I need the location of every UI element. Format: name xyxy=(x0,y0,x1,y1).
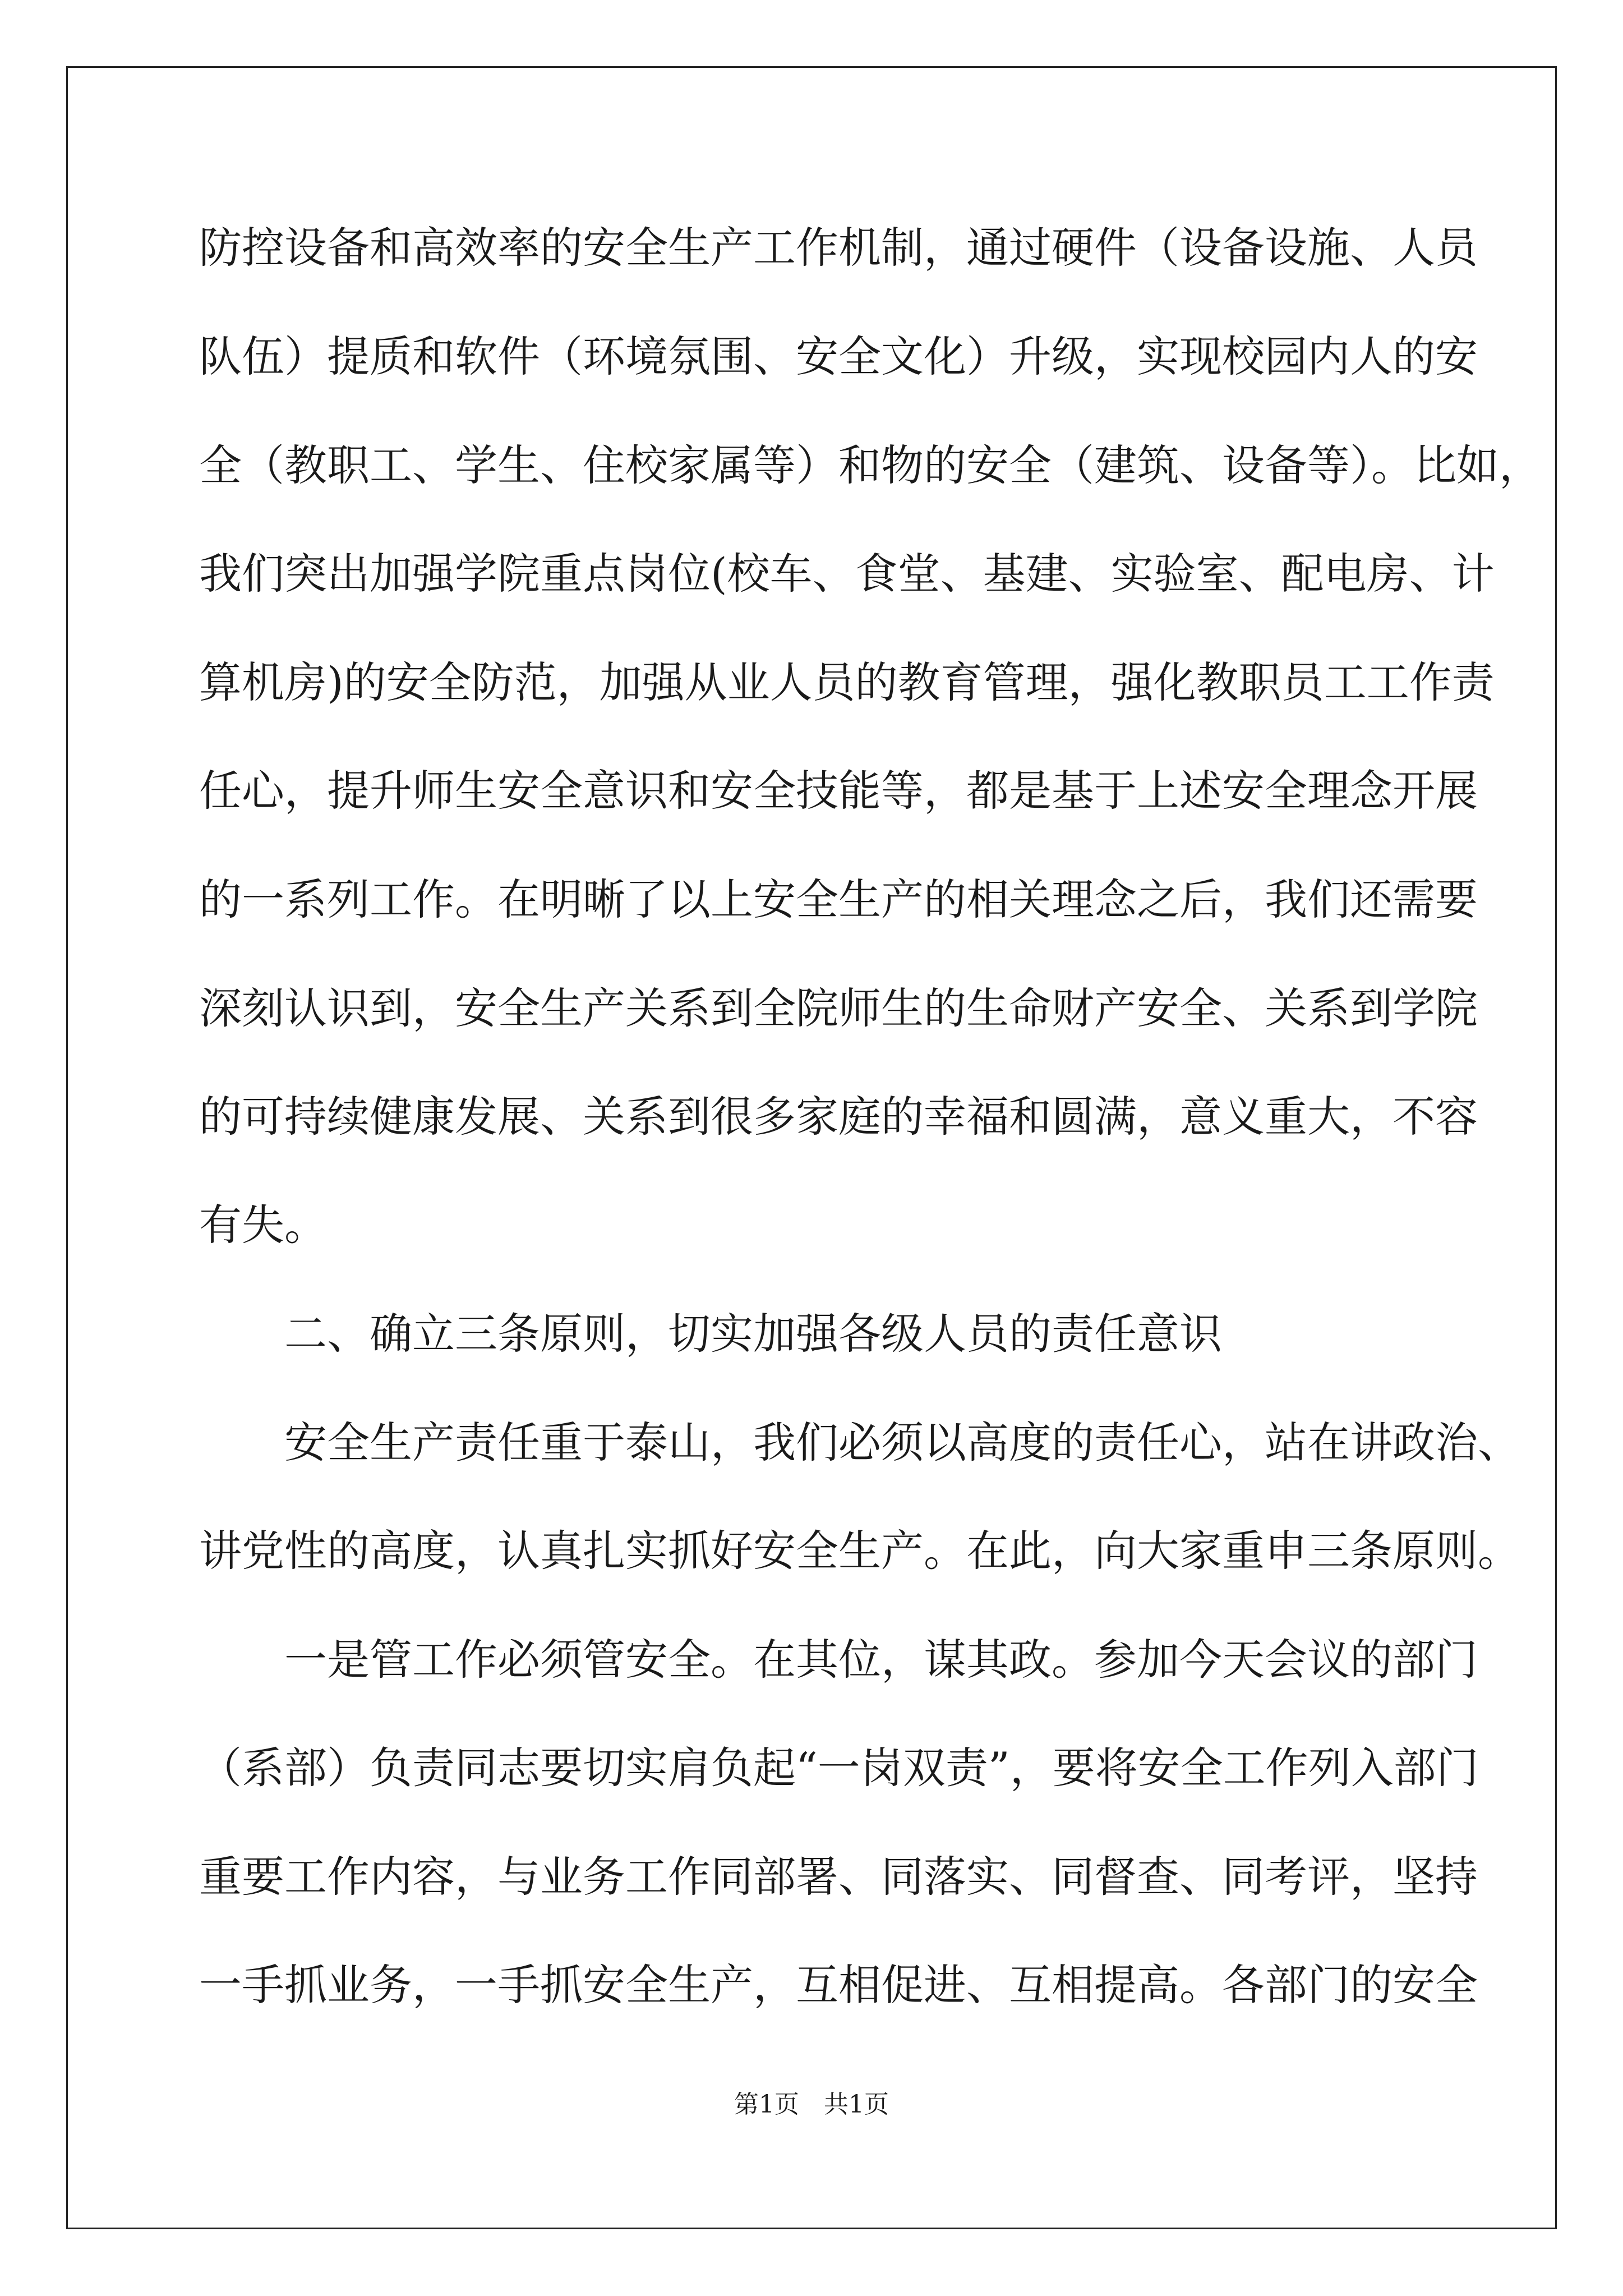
paragraph-line: 我们突出加强学院重点岗位(校车、食堂、基建、实验室、配电房、计 xyxy=(199,549,1495,599)
paragraph-line: 全（教职工、学生、住校家属等）和物的安全（建筑、设备等）。比如， xyxy=(199,440,1542,490)
paragraph-line: 重要工作内容，与业务工作同部署、同落实、同督查、同考评，坚持 xyxy=(199,1852,1478,1902)
page-number-footer: 第1页 共1页 xyxy=(734,2090,889,2119)
paragraph-line: 安全生产责任重于泰山，我们必须以高度的责任心，站在讲政治、 xyxy=(199,1418,1520,1467)
paragraph-line: 的一系列工作。在明晰了以上安全生产的相关理念之后，我们还需要 xyxy=(199,875,1478,924)
paragraph-line: 的可持续健康发展、关系到很多家庭的幸福和圆满，意义重大，不容 xyxy=(199,1092,1478,1142)
paragraph-line: 深刻认识到，安全生产关系到全院师生的生命财产安全、关系到学院 xyxy=(199,983,1478,1033)
section-heading: 二、确立三条原则，切实加强各级人员的责任意识 xyxy=(199,1309,1222,1359)
paragraph-line: 算机房)的安全防范，加强从业人员的教育管理，强化教职员工工作责 xyxy=(199,657,1495,707)
paragraph-line: 一是管工作必须管安全。在其位，谋其政。参加今天会议的部门 xyxy=(199,1635,1478,1685)
paragraph-line: 防控设备和高效率的安全生产工作机制，通过硬件（设备设施、人员 xyxy=(199,223,1478,273)
paragraph-line: 一手抓业务，一手抓安全生产，互相促进、互相提高。各部门的安全 xyxy=(199,1960,1478,2010)
paragraph-line: （系部）负责同志要切实肩负起“一岗双责”，要将安全工作列入部门 xyxy=(199,1743,1479,1793)
paragraph-line: 队伍）提质和软件（环境氛围、安全文化）升级，实现校园内人的安 xyxy=(199,332,1478,381)
paragraph-line: 有失。 xyxy=(199,1200,327,1250)
paragraph-line: 任心，提升师生安全意识和安全技能等，都是基于上述安全理念开展 xyxy=(199,766,1478,816)
paragraph-line: 讲党性的高度，认真扎实抓好安全生产。在此，向大家重申三条原则。 xyxy=(199,1526,1520,1576)
